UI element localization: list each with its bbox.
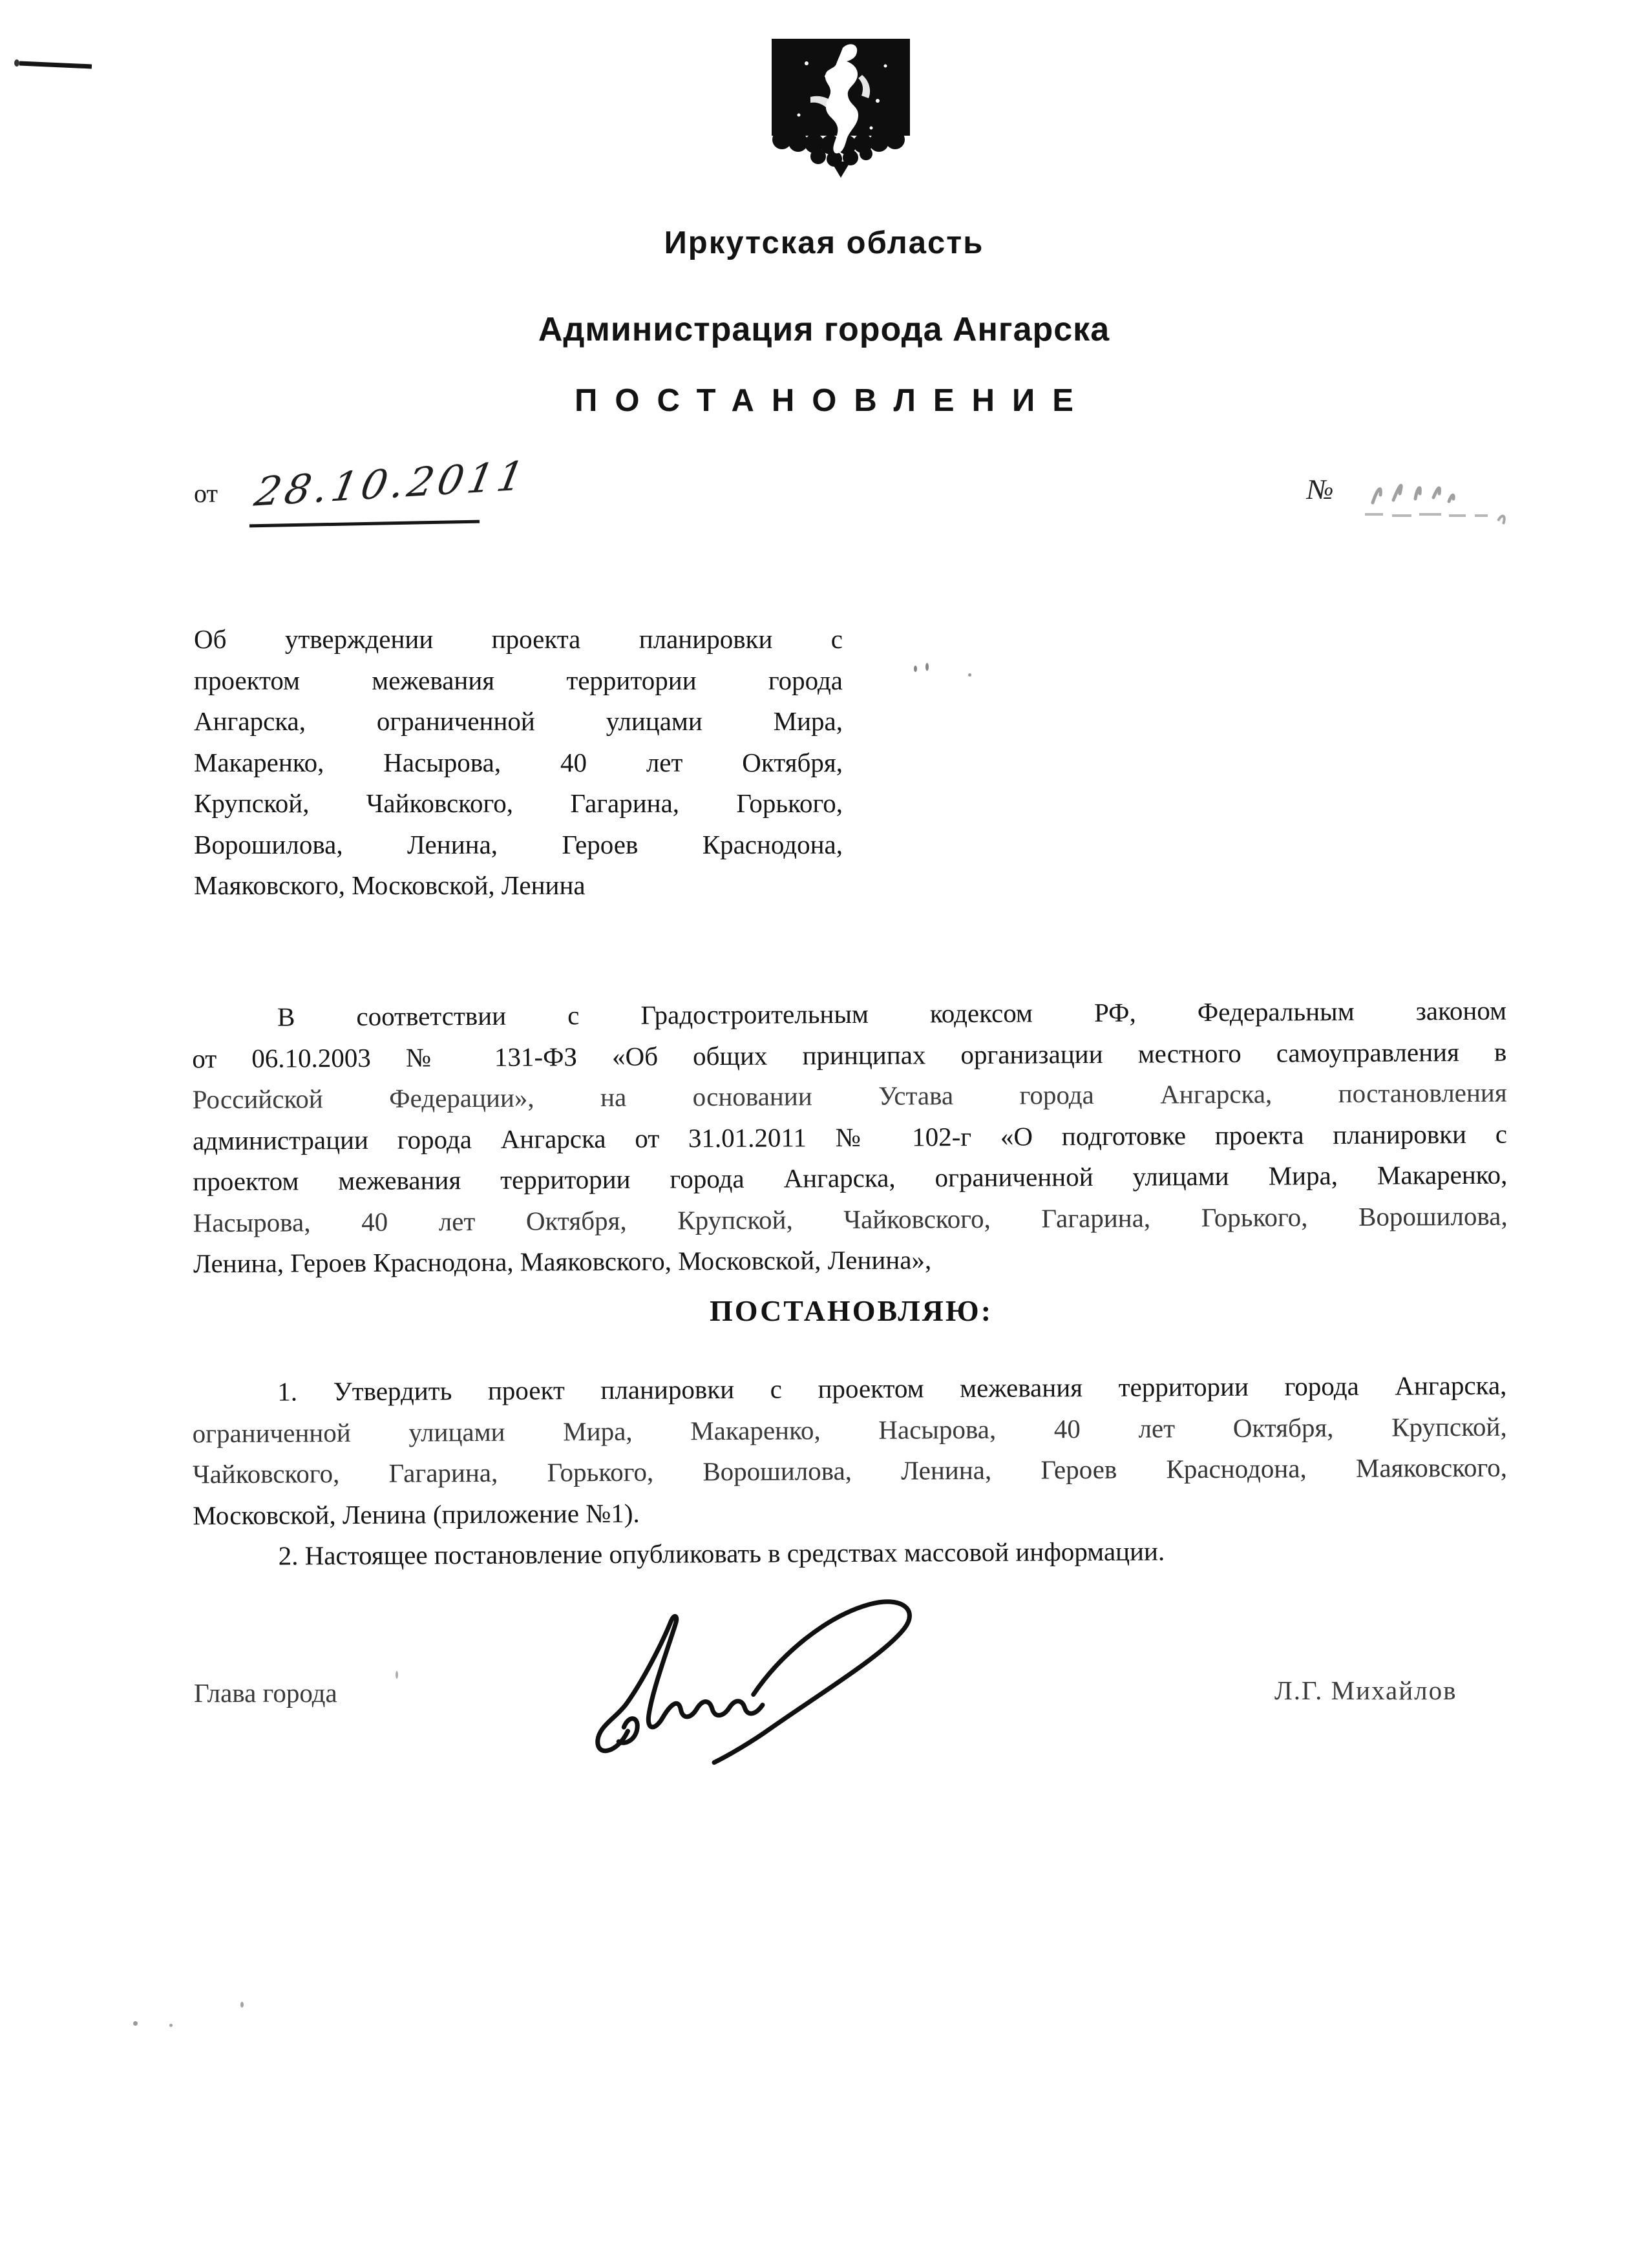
scan-artifact-speck [968, 673, 971, 677]
scan-artifact-speck [14, 59, 19, 67]
scan-artifact-speck [169, 2024, 173, 2027]
resolution-items [192, 1365, 1508, 1577]
preamble-line: администрации города Ангарска от 31.01.2011 № 102-г «О подготовке проекта планировки с [192, 1118, 1508, 1155]
preamble-line: проектом межевания территории города Ангарска, ограниченной улицами Мира, Макаренко, [193, 1159, 1508, 1197]
region-title: Иркутская область [664, 226, 984, 260]
illegible-number-marks [1351, 461, 1516, 529]
subject-line: Ворошилова, Ленина, Героев Краснодона, [194, 829, 843, 859]
document-type-title: ПОСТАНОВЛЕНИЕ [575, 383, 1091, 418]
subject-block [194, 619, 843, 907]
item-1-line: Чайковского, Гагарина, Горького, Ворошилова, Ленина, Героев Краснодона, Маяковского, [192, 1452, 1508, 1489]
resolution-heading: ПОСТАНОВЛЯЮ: [709, 1294, 993, 1327]
scan-artifact-speck [914, 666, 917, 672]
date-underline [249, 520, 480, 528]
preamble-line: Ленина, Героев Краснодона, Маяковского, Московской, Ленина», [193, 1244, 932, 1279]
subject-line: Маяковского, Московской, Ленина [194, 870, 586, 900]
scan-artifact-speck [240, 2002, 244, 2008]
signer-position: Глава города [194, 1678, 337, 1708]
organization-title: Администрация города Ангарска [538, 311, 1110, 348]
item-1-line: Московской, Ленина (приложение №1). [193, 1498, 640, 1530]
scan-artifact-speck [133, 2021, 138, 2026]
subject-line: Ангарска, ограниченной улицами Мира, [194, 706, 843, 736]
subject-line: Об утверждении проекта планировки с [194, 624, 843, 654]
item-2-line: 2. Настоящее постановление опубликовать в средствах массовой информации. [278, 1536, 1165, 1571]
preamble-line: Насырова, 40 лет Октября, Крупской, Чайковского, Гагарина, Горького, Ворошилова, [193, 1201, 1508, 1237]
preamble-paragraph [192, 991, 1508, 1285]
subject-line: Крупской, Чайковского, Гагарина, Горького, [194, 788, 843, 818]
angarsk-coat-of-arms-icon [768, 37, 914, 178]
number-label: № [1307, 474, 1334, 505]
signer-name: Л.Г. Михайлов [1274, 1675, 1457, 1705]
subject-line: Макаренко, Насырова, 40 лет Октября, [194, 747, 843, 777]
item-1-line: ограниченной улицами Мира, Макаренко, Насырова, 40 лет Октября, Крупской, [192, 1411, 1507, 1448]
handwritten-date: 28.10.2011 [251, 452, 532, 516]
scan-artifact-speck [925, 663, 929, 671]
preamble-line: В соответствии с Градостроительным кодексом РФ, Федеральным законом [277, 995, 1507, 1032]
item-1-line: 1. Утвердить проект планировки с проектом межевания территории города Ангарска, [277, 1370, 1507, 1407]
date-label: от [194, 479, 218, 508]
handwritten-signature [551, 1571, 982, 1770]
preamble-line: Российской Федерации», на основании Устава города Ангарска, постановления [192, 1077, 1507, 1115]
subject-line: проектом межевания территории города [194, 665, 843, 695]
preamble-line: от 06.10.2003 № 131-ФЗ «Об общих принципах организации местного самоуправления в [192, 1036, 1507, 1073]
scan-artifact-speck [396, 1671, 398, 1679]
scan-artifact-dash [19, 61, 92, 69]
